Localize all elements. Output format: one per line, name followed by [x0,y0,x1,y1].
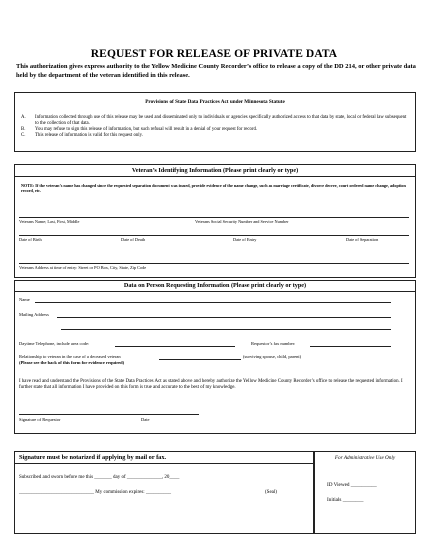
date-of-death-label: Date of Death [121,237,146,242]
relationship-label: Relationship to veteran in the case of a deceased veteran [19,354,121,359]
relationship-field[interactable] [159,359,241,360]
provision-text: You may refuse to sign this release of information, but such refusal will result in a denial of your request for record. [35,127,258,133]
initials-field[interactable]: Initials ________ [327,497,364,503]
signature-date-label: Date [141,417,150,422]
veteran-dates-field[interactable] [19,235,409,236]
veteran-section [14,164,416,278]
notary-sworn-line[interactable]: Subscribed and sworn before me this _______ day of ______________, 20____ [19,475,180,480]
provisions-section [14,92,416,152]
veteran-name-label: Veterans Name; Last, First, Middle [19,219,80,224]
veteran-heading: Veteran’s Identifying Information (Please print clearly or type) [15,165,415,177]
provisions-heading: Provisions of State Data Practices Act under Minnesota Statute [145,99,285,105]
provisions-list [21,115,407,139]
date-of-separation-label: Date of Separation [346,237,379,242]
name-change-note: NOTE: If the veteran’s name has changed since the requested separation document was issued, provide evidence of the name change, such as marriage certificate, divorce decree, court ordered name change, adoption record, etc. [21,183,406,194]
veteran-address-label: Veterans Address at time of entry: Street or PO Box, City, State, Zip Code [19,265,147,270]
phone-label: Daytime Telephone, include area code: [19,341,90,346]
admin-section [314,451,416,534]
signature-field[interactable] [19,414,199,415]
date-of-birth-label: Date of Birth [19,237,42,242]
provision-letter: B. [21,127,26,133]
admin-title: For Administrative Use Only [334,455,396,461]
provision-item [21,133,407,139]
provision-text: Information collected through use of this release may be used and disseminated only to individuals or agencies specifically authorized access to that data by state, local or federal law subsequent to the collection of that data. [35,115,407,127]
evidence-note: (Please see the back of this form for evidence required) [19,360,125,365]
veteran-address-field[interactable] [19,263,409,264]
provision-letter: C. [21,133,26,139]
fax-field[interactable] [310,346,391,347]
signature-label: Signature of Requestor [19,417,61,422]
requestor-name-label: Name [19,297,30,302]
veteran-name-field[interactable] [19,217,409,218]
requestor-heading: Data on Person Requesting Information (Please print clearly or type) [15,281,415,292]
relationship-hint: (surviving spouse, child, parent) [243,354,302,359]
notary-commission-line[interactable]: ______________________________ My commission expires: __________ [19,490,171,495]
mailing-address-field[interactable] [57,317,391,318]
notary-heading: Signature must be notarized if applying by mail or fax. [15,452,313,464]
acknowledgement-text: I have read and understand the Provisions of the State Data Practices Act as stated above and hereby authorize the Yellow Medicine County Recorder’s office to release the requested information. I further state that all information I have provided on this form is true and accurate to the best of my knowledge. [19,379,403,391]
fax-label: Requestor’s fax number: [251,341,296,346]
veteran-ssn-label: Veterans Social Security Number and Service Number [195,219,289,224]
mailing-address-field-2[interactable] [61,329,391,330]
notary-seal: (Seal) [265,490,277,495]
notary-section [14,451,314,534]
page-title: REQUEST FOR RELEASE OF PRIVATE DATA [90,48,338,60]
provision-letter: A. [21,115,26,120]
id-viewed-field[interactable]: ID Viewed __________ [327,482,377,488]
phone-field[interactable] [115,346,235,347]
provision-text: This release of information is valid for this request only. [35,133,143,139]
requestor-name-field[interactable] [35,302,391,303]
provision-item [21,115,407,127]
date-of-entry-label: Date of Entry [233,237,257,242]
mailing-address-label: Mailing Address [19,312,49,317]
requestor-section [14,280,416,434]
authorization-intro: This authorization gives express authority to the Yellow Medicine County Recorder’s office to release a copy of the DD 214, or other private data held by the department of the veteran identified in this release. [16,63,416,79]
